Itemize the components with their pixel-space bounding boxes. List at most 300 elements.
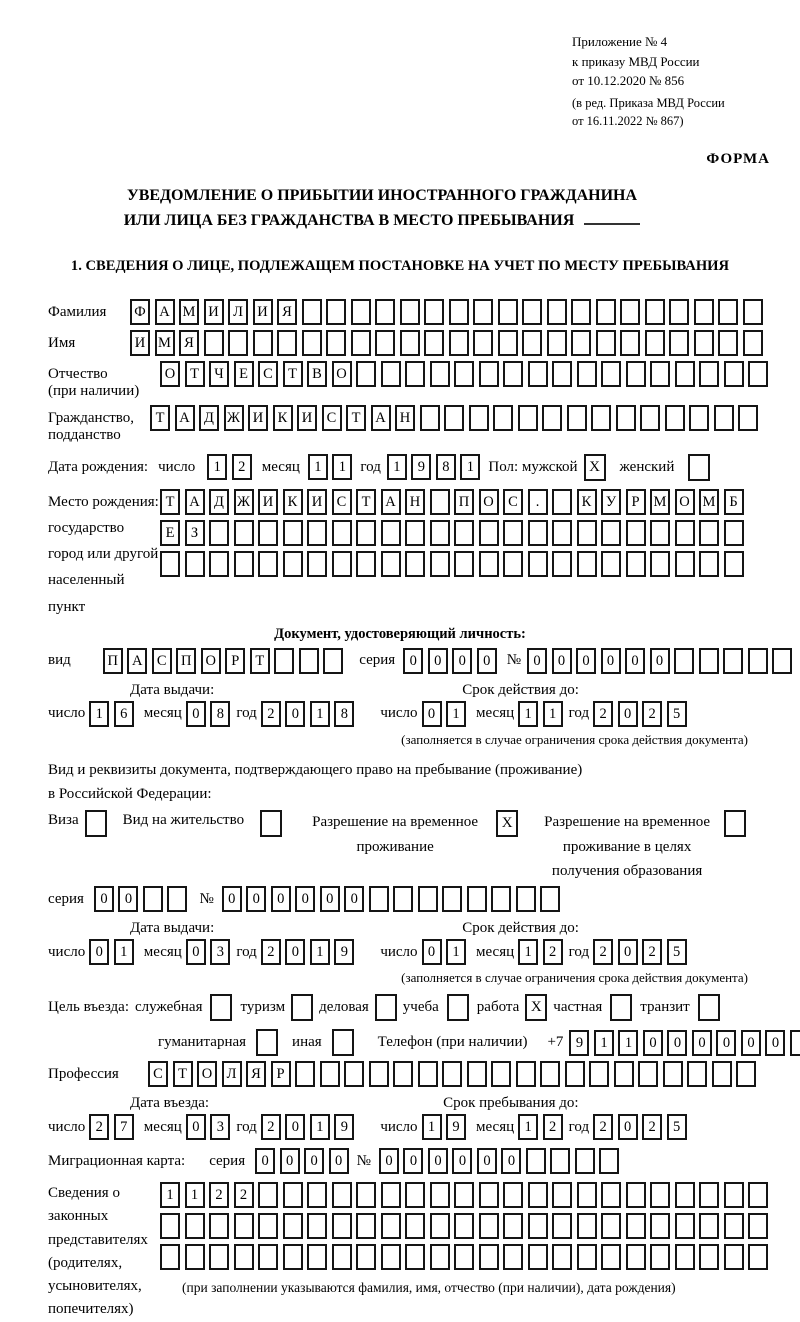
form-cell[interactable] (723, 648, 743, 674)
form-cell[interactable]: 1 (543, 701, 563, 727)
form-cell[interactable]: К (577, 489, 597, 515)
form-cell[interactable] (405, 1213, 425, 1239)
purpose-option-study-checkbox[interactable] (447, 994, 469, 1021)
form-cell[interactable]: 0 (422, 701, 442, 727)
form-cell[interactable] (645, 299, 665, 325)
form-cell[interactable] (547, 299, 567, 325)
form-cell[interactable] (479, 1182, 499, 1208)
form-cell[interactable] (522, 330, 542, 356)
form-cell[interactable]: 0 (222, 886, 242, 912)
form-cell[interactable] (228, 330, 248, 356)
form-cell[interactable] (332, 551, 352, 577)
form-cell[interactable] (344, 1061, 364, 1087)
form-cell[interactable]: 2 (232, 454, 252, 480)
form-cell[interactable]: О (479, 489, 499, 515)
form-cell[interactable] (552, 1244, 572, 1270)
form-cell[interactable]: 2 (593, 701, 613, 727)
form-cell[interactable]: Д (199, 405, 219, 431)
form-cell[interactable] (601, 1213, 621, 1239)
form-cell[interactable]: К (283, 489, 303, 515)
form-cell[interactable] (748, 1182, 768, 1208)
form-cell[interactable] (650, 1213, 670, 1239)
form-cell[interactable]: С (332, 489, 352, 515)
form-cell[interactable]: И (258, 489, 278, 515)
form-cell[interactable] (424, 299, 444, 325)
form-cell[interactable]: С (148, 1061, 168, 1087)
form-cell[interactable] (185, 1244, 205, 1270)
form-cell[interactable] (356, 551, 376, 577)
form-cell[interactable]: 0 (285, 939, 305, 965)
form-cell[interactable]: Я (246, 1061, 266, 1087)
form-cell[interactable]: 0 (501, 1148, 521, 1174)
form-cell[interactable]: 5 (667, 1114, 687, 1140)
form-cell[interactable]: 0 (452, 1148, 472, 1174)
form-cell[interactable] (393, 1061, 413, 1087)
form-cell[interactable] (473, 299, 493, 325)
form-cell[interactable]: 0 (118, 886, 138, 912)
form-cell[interactable]: 2 (593, 1114, 613, 1140)
form-cell[interactable]: 3 (210, 939, 230, 965)
form-cell[interactable] (665, 405, 685, 431)
form-cell[interactable] (724, 1182, 744, 1208)
form-cell[interactable] (381, 1244, 401, 1270)
form-cell[interactable] (143, 886, 163, 912)
form-cell[interactable]: Е (234, 361, 254, 387)
form-cell[interactable]: 0 (452, 648, 472, 674)
form-cell[interactable] (467, 886, 487, 912)
form-cell[interactable] (626, 1244, 646, 1270)
purpose-option-other-checkbox[interactable] (332, 1029, 354, 1056)
form-cell[interactable]: Т (346, 405, 366, 431)
form-cell[interactable] (528, 1213, 548, 1239)
form-cell[interactable]: О (201, 648, 221, 674)
form-cell[interactable] (258, 520, 278, 546)
form-cell[interactable]: 0 (618, 939, 638, 965)
form-cell[interactable]: Ч (209, 361, 229, 387)
form-cell[interactable] (528, 1244, 548, 1270)
form-cell[interactable]: С (152, 648, 172, 674)
form-cell[interactable] (479, 551, 499, 577)
form-cell[interactable] (640, 405, 660, 431)
form-cell[interactable]: Б (724, 489, 744, 515)
form-cell[interactable]: 7 (114, 1114, 134, 1140)
form-cell[interactable] (430, 520, 450, 546)
form-cell[interactable] (424, 330, 444, 356)
form-cell[interactable]: Ф (130, 299, 150, 325)
form-cell[interactable]: 0 (716, 1030, 736, 1056)
form-cell[interactable] (430, 551, 450, 577)
form-cell[interactable] (503, 520, 523, 546)
form-cell[interactable] (748, 648, 768, 674)
form-cell[interactable]: Т (250, 648, 270, 674)
form-cell[interactable] (748, 1244, 768, 1270)
form-cell[interactable] (307, 1244, 327, 1270)
form-cell[interactable] (444, 405, 464, 431)
form-cell[interactable]: 2 (642, 939, 662, 965)
form-cell[interactable] (430, 489, 450, 515)
form-cell[interactable]: 1 (387, 454, 407, 480)
form-cell[interactable] (650, 1182, 670, 1208)
form-cell[interactable]: 1 (310, 1114, 330, 1140)
form-cell[interactable]: Т (356, 489, 376, 515)
sex-male-checkbox[interactable]: X (584, 454, 606, 481)
form-cell[interactable] (552, 361, 572, 387)
form-cell[interactable] (204, 330, 224, 356)
form-cell[interactable] (675, 1182, 695, 1208)
edu-permit-checkbox[interactable] (724, 810, 746, 837)
form-cell[interactable] (571, 299, 591, 325)
form-cell[interactable]: 2 (543, 939, 563, 965)
form-cell[interactable] (307, 551, 327, 577)
form-cell[interactable] (620, 299, 640, 325)
form-cell[interactable] (258, 1244, 278, 1270)
form-cell[interactable] (577, 520, 597, 546)
form-cell[interactable] (356, 361, 376, 387)
form-cell[interactable]: 1 (207, 454, 227, 480)
form-cell[interactable] (302, 330, 322, 356)
form-cell[interactable] (381, 361, 401, 387)
form-cell[interactable] (675, 361, 695, 387)
form-cell[interactable]: 6 (114, 701, 134, 727)
form-cell[interactable]: 2 (261, 939, 281, 965)
form-cell[interactable]: 0 (422, 939, 442, 965)
form-cell[interactable] (258, 1182, 278, 1208)
form-cell[interactable] (283, 551, 303, 577)
form-cell[interactable] (571, 330, 591, 356)
form-cell[interactable] (738, 405, 758, 431)
visa-checkbox[interactable] (85, 810, 107, 837)
form-cell[interactable] (479, 361, 499, 387)
form-cell[interactable] (234, 551, 254, 577)
form-cell[interactable] (577, 1244, 597, 1270)
form-cell[interactable] (724, 1213, 744, 1239)
form-cell[interactable] (743, 330, 763, 356)
form-cell[interactable] (694, 330, 714, 356)
form-cell[interactable]: Ж (234, 489, 254, 515)
form-cell[interactable] (724, 551, 744, 577)
form-cell[interactable]: 0 (271, 886, 291, 912)
form-cell[interactable] (528, 520, 548, 546)
form-cell[interactable]: Я (179, 330, 199, 356)
form-cell[interactable] (400, 299, 420, 325)
form-cell[interactable]: 0 (255, 1148, 275, 1174)
form-cell[interactable]: Т (185, 361, 205, 387)
form-cell[interactable]: И (248, 405, 268, 431)
form-cell[interactable]: 1 (308, 454, 328, 480)
form-cell[interactable]: С (322, 405, 342, 431)
form-cell[interactable]: 1 (618, 1030, 638, 1056)
form-cell[interactable]: М (650, 489, 670, 515)
form-cell[interactable] (491, 1061, 511, 1087)
form-cell[interactable] (479, 520, 499, 546)
form-cell[interactable] (638, 1061, 658, 1087)
form-cell[interactable] (522, 299, 542, 325)
form-cell[interactable] (351, 330, 371, 356)
form-cell[interactable]: 1 (422, 1114, 442, 1140)
form-cell[interactable]: 0 (379, 1148, 399, 1174)
form-cell[interactable]: Д (209, 489, 229, 515)
form-cell[interactable] (479, 1213, 499, 1239)
form-cell[interactable]: 9 (446, 1114, 466, 1140)
form-cell[interactable] (718, 330, 738, 356)
form-cell[interactable]: 1 (185, 1182, 205, 1208)
form-cell[interactable] (601, 551, 621, 577)
form-cell[interactable] (650, 551, 670, 577)
form-cell[interactable] (699, 1182, 719, 1208)
purpose-option-transit-checkbox[interactable] (698, 994, 720, 1021)
form-cell[interactable] (675, 1244, 695, 1270)
form-cell[interactable]: 2 (642, 701, 662, 727)
form-cell[interactable] (772, 648, 792, 674)
form-cell[interactable] (351, 299, 371, 325)
form-cell[interactable] (332, 520, 352, 546)
form-cell[interactable]: 1 (332, 454, 352, 480)
form-cell[interactable]: 5 (667, 939, 687, 965)
form-cell[interactable] (430, 1182, 450, 1208)
form-cell[interactable]: 0 (186, 939, 206, 965)
form-cell[interactable]: М (699, 489, 719, 515)
form-cell[interactable]: Е (160, 520, 180, 546)
form-cell[interactable] (748, 1213, 768, 1239)
temp-permit-checkbox[interactable]: X (496, 810, 518, 837)
form-cell[interactable]: Т (173, 1061, 193, 1087)
form-cell[interactable] (479, 1244, 499, 1270)
form-cell[interactable] (307, 520, 327, 546)
form-cell[interactable] (601, 520, 621, 546)
form-cell[interactable] (473, 330, 493, 356)
form-cell[interactable] (589, 1061, 609, 1087)
form-cell[interactable]: 0 (320, 886, 340, 912)
form-cell[interactable] (469, 405, 489, 431)
form-cell[interactable] (577, 1182, 597, 1208)
form-cell[interactable] (577, 551, 597, 577)
form-cell[interactable] (596, 299, 616, 325)
form-cell[interactable] (674, 648, 694, 674)
form-cell[interactable]: 1 (310, 939, 330, 965)
form-cell[interactable]: 0 (285, 701, 305, 727)
form-cell[interactable] (748, 361, 768, 387)
form-cell[interactable]: 0 (618, 701, 638, 727)
form-cell[interactable]: О (675, 489, 695, 515)
form-cell[interactable]: 0 (94, 886, 114, 912)
form-cell[interactable] (209, 551, 229, 577)
form-cell[interactable] (503, 1213, 523, 1239)
form-cell[interactable] (699, 1213, 719, 1239)
form-cell[interactable] (167, 886, 187, 912)
form-cell[interactable] (694, 299, 714, 325)
form-cell[interactable]: Л (228, 299, 248, 325)
purpose-option-private-checkbox[interactable] (610, 994, 632, 1021)
form-cell[interactable] (714, 405, 734, 431)
form-cell[interactable] (498, 299, 518, 325)
form-cell[interactable] (160, 551, 180, 577)
form-cell[interactable] (332, 1244, 352, 1270)
form-cell[interactable] (185, 1213, 205, 1239)
form-cell[interactable]: 3 (210, 1114, 230, 1140)
form-cell[interactable]: 1 (446, 701, 466, 727)
form-cell[interactable] (307, 1182, 327, 1208)
form-cell[interactable] (614, 1061, 634, 1087)
form-cell[interactable]: 0 (186, 1114, 206, 1140)
form-cell[interactable] (596, 330, 616, 356)
form-cell[interactable] (498, 330, 518, 356)
form-cell[interactable] (699, 551, 719, 577)
form-cell[interactable] (736, 1061, 756, 1087)
form-cell[interactable]: 0 (344, 886, 364, 912)
form-cell[interactable] (552, 1213, 572, 1239)
form-cell[interactable]: О (332, 361, 352, 387)
form-cell[interactable] (274, 648, 294, 674)
form-cell[interactable]: 0 (667, 1030, 687, 1056)
form-cell[interactable]: 0 (765, 1030, 785, 1056)
form-cell[interactable]: В (307, 361, 327, 387)
form-cell[interactable] (699, 520, 719, 546)
form-cell[interactable] (430, 1213, 450, 1239)
form-cell[interactable]: 0 (329, 1148, 349, 1174)
form-cell[interactable]: 0 (428, 1148, 448, 1174)
form-cell[interactable] (375, 299, 395, 325)
form-cell[interactable] (430, 1244, 450, 1270)
form-cell[interactable] (405, 551, 425, 577)
form-cell[interactable]: 2 (89, 1114, 109, 1140)
form-cell[interactable] (645, 330, 665, 356)
form-cell[interactable]: 2 (261, 1114, 281, 1140)
form-cell[interactable] (503, 1244, 523, 1270)
form-cell[interactable]: 1 (594, 1030, 614, 1056)
form-cell[interactable] (326, 330, 346, 356)
form-cell[interactable]: Л (222, 1061, 242, 1087)
form-cell[interactable] (393, 886, 413, 912)
form-cell[interactable]: 0 (692, 1030, 712, 1056)
form-cell[interactable] (699, 361, 719, 387)
form-cell[interactable] (323, 648, 343, 674)
form-cell[interactable] (718, 299, 738, 325)
form-cell[interactable] (400, 330, 420, 356)
form-cell[interactable] (283, 1182, 303, 1208)
form-cell[interactable]: 0 (650, 648, 670, 674)
form-cell[interactable] (442, 1061, 462, 1087)
form-cell[interactable] (405, 1182, 425, 1208)
form-cell[interactable] (550, 1148, 570, 1174)
form-cell[interactable] (689, 405, 709, 431)
form-cell[interactable]: И (253, 299, 273, 325)
form-cell[interactable] (234, 520, 254, 546)
form-cell[interactable]: 2 (261, 701, 281, 727)
form-cell[interactable]: 2 (543, 1114, 563, 1140)
form-cell[interactable] (369, 1061, 389, 1087)
form-cell[interactable]: 0 (403, 1148, 423, 1174)
form-cell[interactable] (283, 1244, 303, 1270)
form-cell[interactable] (442, 886, 462, 912)
form-cell[interactable]: П (454, 489, 474, 515)
form-cell[interactable]: С (258, 361, 278, 387)
form-cell[interactable] (547, 330, 567, 356)
form-cell[interactable]: И (297, 405, 317, 431)
form-cell[interactable] (516, 1061, 536, 1087)
form-cell[interactable] (356, 1244, 376, 1270)
form-cell[interactable] (185, 551, 205, 577)
form-cell[interactable] (626, 520, 646, 546)
form-cell[interactable] (518, 405, 538, 431)
form-cell[interactable] (454, 1244, 474, 1270)
form-cell[interactable] (381, 1182, 401, 1208)
form-cell[interactable] (577, 361, 597, 387)
form-cell[interactable] (552, 520, 572, 546)
form-cell[interactable]: 0 (428, 648, 448, 674)
form-cell[interactable]: . (528, 489, 548, 515)
form-cell[interactable] (528, 1182, 548, 1208)
form-cell[interactable]: С (503, 489, 523, 515)
form-cell[interactable]: 0 (576, 648, 596, 674)
form-cell[interactable]: 1 (89, 701, 109, 727)
form-cell[interactable]: 0 (186, 701, 206, 727)
form-cell[interactable] (724, 520, 744, 546)
sex-female-checkbox[interactable] (688, 454, 710, 481)
form-cell[interactable]: 0 (643, 1030, 663, 1056)
form-cell[interactable]: 1 (160, 1182, 180, 1208)
form-cell[interactable]: А (371, 405, 391, 431)
form-cell[interactable] (467, 1061, 487, 1087)
form-cell[interactable]: З (185, 520, 205, 546)
form-cell[interactable] (253, 330, 273, 356)
form-cell[interactable]: 1 (518, 1114, 538, 1140)
form-cell[interactable] (540, 886, 560, 912)
form-cell[interactable] (449, 299, 469, 325)
form-cell[interactable]: У (601, 489, 621, 515)
form-cell[interactable] (356, 1213, 376, 1239)
form-cell[interactable]: 8 (436, 454, 456, 480)
form-cell[interactable] (332, 1213, 352, 1239)
form-cell[interactable]: Т (283, 361, 303, 387)
form-cell[interactable]: 0 (89, 939, 109, 965)
form-cell[interactable] (540, 1061, 560, 1087)
form-cell[interactable] (552, 489, 572, 515)
form-cell[interactable] (626, 361, 646, 387)
form-cell[interactable] (405, 361, 425, 387)
form-cell[interactable] (418, 886, 438, 912)
form-cell[interactable]: А (381, 489, 401, 515)
form-cell[interactable] (503, 1182, 523, 1208)
form-cell[interactable] (626, 1213, 646, 1239)
form-cell[interactable] (743, 299, 763, 325)
form-cell[interactable] (712, 1061, 732, 1087)
form-cell[interactable] (295, 1061, 315, 1087)
form-cell[interactable] (687, 1061, 707, 1087)
form-cell[interactable] (552, 551, 572, 577)
form-cell[interactable] (663, 1061, 683, 1087)
form-cell[interactable]: П (103, 648, 123, 674)
form-cell[interactable]: 9 (334, 939, 354, 965)
form-cell[interactable]: 0 (477, 648, 497, 674)
form-cell[interactable]: 0 (304, 1148, 324, 1174)
form-cell[interactable] (320, 1061, 340, 1087)
form-cell[interactable]: 9 (569, 1030, 589, 1056)
form-cell[interactable] (724, 361, 744, 387)
form-cell[interactable] (332, 1182, 352, 1208)
form-cell[interactable]: Т (160, 489, 180, 515)
form-cell[interactable] (381, 520, 401, 546)
form-cell[interactable]: 8 (334, 701, 354, 727)
form-cell[interactable] (234, 1244, 254, 1270)
form-cell[interactable] (160, 1244, 180, 1270)
form-cell[interactable] (302, 299, 322, 325)
form-cell[interactable]: М (155, 330, 175, 356)
form-cell[interactable]: 0 (618, 1114, 638, 1140)
form-cell[interactable] (577, 1213, 597, 1239)
form-cell[interactable] (626, 1182, 646, 1208)
form-cell[interactable] (454, 1213, 474, 1239)
form-cell[interactable]: 5 (667, 701, 687, 727)
